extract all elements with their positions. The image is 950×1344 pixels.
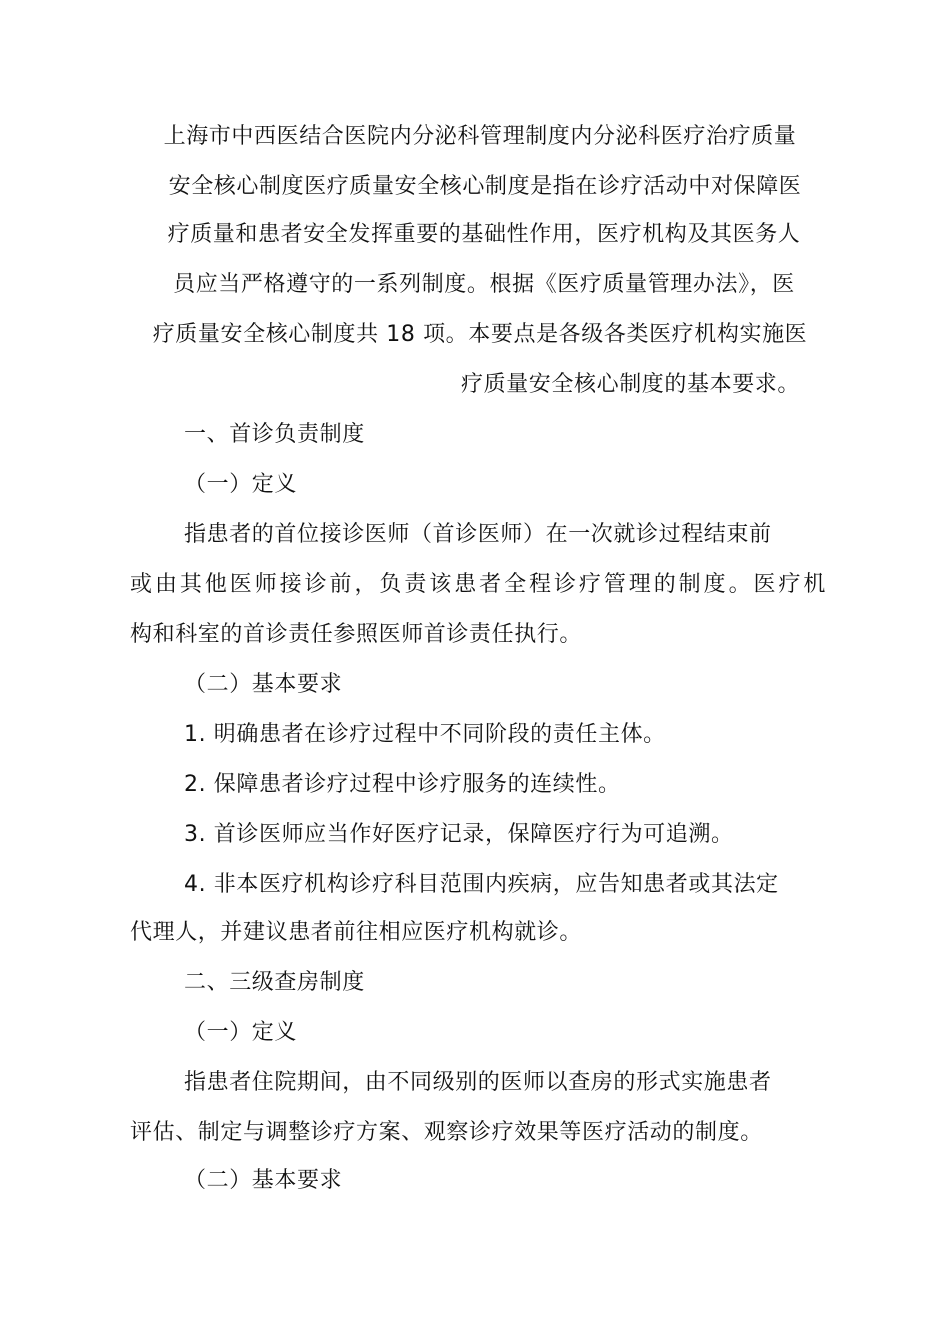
section1-requirement-4-continuation: 代理人，并建议患者前往相应医疗机构就诊。 bbox=[130, 920, 583, 945]
title-line-5: 疗质量安全核心制度共 18 项。本要点是各级各类医疗机构实施医 bbox=[152, 322, 808, 347]
section1-definition-line-3: 构和科室的首诊责任参照医师首诊责任执行。 bbox=[130, 622, 583, 647]
title-line-2: 安全核心制度医疗质量安全核心制度是指在诊疗活动中对保障医 bbox=[168, 174, 802, 199]
section2-requirements-heading: （二）基本要求 bbox=[184, 1168, 343, 1193]
section1-requirement-2: 2. 保障患者诊疗过程中诊疗服务的连续性。 bbox=[184, 772, 621, 797]
section1-requirements-heading: （二）基本要求 bbox=[184, 672, 343, 697]
section1-requirement-3: 3. 首诊医师应当作好医疗记录，保障医疗行为可追溯。 bbox=[184, 822, 734, 847]
section1-definition-line-1: 指患者的首位接诊医师（首诊医师）在一次就诊过程结束前 bbox=[184, 522, 772, 547]
section1-requirement-4: 4. 非本医疗机构诊疗科目范围内疾病，应告知患者或其法定 bbox=[184, 872, 779, 897]
section2-definition-heading: （一）定义 bbox=[184, 1020, 298, 1045]
title-line-3: 疗质量和患者安全发挥重要的基础性作用，医疗机构及其医务人 bbox=[167, 222, 801, 247]
title-line-6: 疗质量安全核心制度的基本要求。 bbox=[461, 372, 801, 397]
section2-definition-line-1: 指患者住院期间，由不同级别的医师以查房的形式实施患者 bbox=[184, 1070, 772, 1095]
section1-heading: 一、首诊负责制度 bbox=[184, 422, 365, 447]
section1-definition-line-2: 或由其他医师接诊前，负责该患者全程诊疗管理的制度。医疗机 bbox=[130, 572, 826, 597]
section2-definition-line-2: 评估、制定与调整诊疗方案、观察诊疗效果等医疗活动的制度。 bbox=[130, 1120, 763, 1145]
section2-heading: 二、三级查房制度 bbox=[184, 970, 365, 995]
title-line-4: 员应当严格遵守的一系列制度。根据《医疗质量管理办法》，医 bbox=[173, 272, 795, 297]
section1-requirement-1: 1. 明确患者在诊疗过程中不同阶段的责任主体。 bbox=[184, 722, 666, 747]
section1-definition-heading: （一）定义 bbox=[184, 472, 298, 497]
title-line-1: 上海市中西医结合医院内分泌科管理制度内分泌科医疗治疗质量 bbox=[163, 124, 797, 149]
